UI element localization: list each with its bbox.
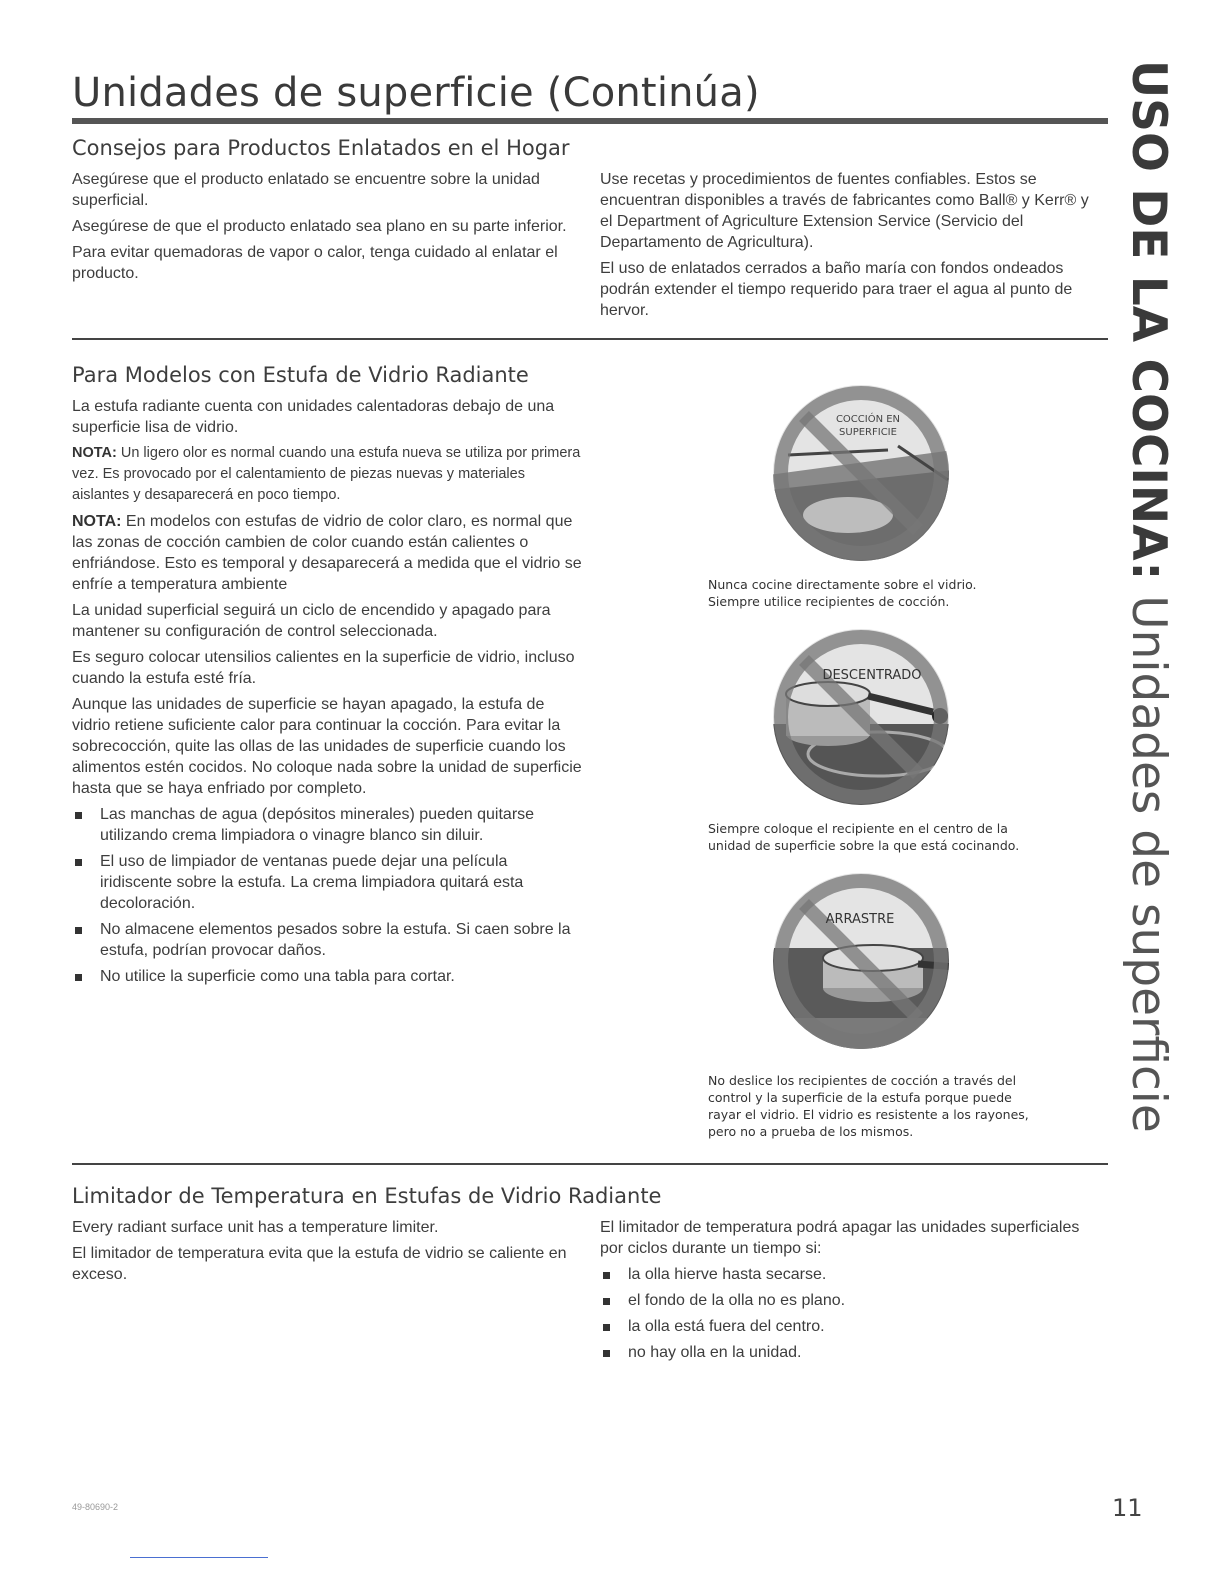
figure-label: SUPERFICIE — [839, 427, 897, 438]
list-item: El uso de limpiador de ventanas puede dejar una película iridiscente sobre la estufa. La crema limpiadora quitará esta decoloración. — [72, 851, 582, 914]
list-item: Las manchas de agua (depósitos minerales) pueden quitarse utilizando crema limpiadora o vinagre blanco sin diluir. — [72, 804, 582, 846]
figure-caption: No deslice los recipientes de cocción a través del control y la superficie de la estufa porque puede rayar el vidrio. El vidrio es resistente a los rayones, pero no a prueba de los mismos. — [708, 1073, 1029, 1139]
paragraph: El limitador de temperatura evita que la estufa de vidrio se caliente en exceso. — [72, 1245, 567, 1283]
limiter-left-column — [72, 1217, 572, 1290]
canning-right-column — [600, 169, 1100, 326]
limiter-bullet-list — [600, 1264, 1080, 1363]
figure-label: DESCENTRADO — [822, 668, 922, 683]
figure-label: COCCIÓN EN — [835, 414, 901, 425]
paragraph: El uso de enlatados cerrados a baño maría con fondos ondeados podrán extender el tiempo requerido para traer el agua al punto de hervor. — [600, 260, 1073, 319]
side-tab-bold: USO DE LA COCINA: — [1121, 60, 1176, 581]
paragraph: Es seguro colocar utensilios calientes en la superficie de vidrio, incluso cuando la estufa esté fría. — [72, 649, 575, 687]
figure-caption: Nunca cocine directamente sobre el vidrio. Siempre utilice recipientes de cocción. — [708, 577, 977, 609]
list-item: la olla está fuera del centro. — [600, 1316, 1080, 1337]
figure-off-center — [768, 624, 954, 810]
paragraph: La estufa radiante cuenta con unidades calentadoras debajo de una superficie lisa de vidrio. — [72, 398, 555, 436]
list-item: el fondo de la olla no es plano. — [600, 1290, 1080, 1311]
paragraph: Para evitar quemadoras de vapor o calor, tenga cuidado al enlatar el producto. — [72, 244, 558, 282]
note-label: NOTA: — [72, 513, 122, 530]
note-label: NOTA: — [72, 445, 117, 461]
paragraph: Asegúrese de que el producto enlatado sea plano en su parte inferior. — [72, 218, 567, 235]
radiant-bullet-list — [72, 804, 582, 987]
radiant-column — [72, 396, 582, 992]
figure-caption: Siempre coloque el recipiente en el centro de la unidad de superficie sobre la que está cocinando. — [708, 821, 1020, 853]
page-title: Unidades de superficie (Continúa) — [72, 70, 760, 116]
list-item: No utilice la superficie como una tabla para cortar. — [72, 966, 582, 987]
paragraph: El limitador de temperatura podrá apagar las unidades superficiales por ciclos durante un tiempo si: — [600, 1219, 1080, 1257]
canning-left-column — [72, 169, 572, 289]
paragraph: Every radiant surface unit has a temperature limiter. — [72, 1219, 439, 1236]
limiter-right-column — [600, 1217, 1080, 1368]
radiant-heading: Para Modelos con Estufa de Vidrio Radiante — [72, 363, 529, 387]
note-paragraph: NOTA: Un ligero olor es normal cuando una estufa nueva se utiliza por primera vez. Es provocado por el calentamiento de piezas nuevas y materiales aislantes y desaparecerá en poco tiempo. — [72, 445, 581, 503]
figure-dragging — [768, 868, 954, 1054]
list-item: No almacene elementos pesados sobre la estufa. Si caen sobre la estufa, podrían provocar daños. — [72, 919, 582, 961]
canning-heading: Consejos para Productos Enlatados en el Hogar — [72, 136, 570, 160]
list-item: la olla hierve hasta secarse. — [600, 1264, 1080, 1285]
section-divider — [72, 338, 1108, 340]
page-number: 11 — [1112, 1494, 1143, 1522]
side-tab-light: Unidades de superficie — [1121, 580, 1176, 1133]
note-paragraph: NOTA: En modelos con estufas de vidrio de color claro, es normal que las zonas de cocción cambien de color cuando están calientes o enfriándose. Esto es temporal y desaparecerá a medida que el vidrio se enfríe a temperatura ambiente — [72, 513, 582, 593]
document-code: 49-80690-2 — [72, 1502, 119, 1512]
list-item: no hay olla en la unidad. — [600, 1342, 1080, 1363]
section-divider — [72, 1163, 1108, 1165]
paragraph: Asegúrese que el producto enlatado se encuentre sobre la unidad superficial. — [72, 171, 540, 209]
paragraph: Aunque las unidades de superficie se hayan apagado, la estufa de vidrio retiene suficiente calor para continuar la cocción. Para evitar la sobrecocción, quite las ollas de las unidades de superficie cuando los alimentos estén cocidos. No coloque nada sobre la unidad de superficie hasta que se haya enfriado por completo. — [72, 696, 582, 797]
side-tab — [1118, 60, 1178, 1133]
figure-surface-cooking — [768, 380, 954, 566]
paragraph: Use recetas y procedimientos de fuentes confiables. Estos se encuentran disponibles a través de fabricantes como Ball® y Kerr® y el Department of Agriculture Extension Service (Servicio del Departamento de Agricultura). — [600, 171, 1089, 251]
decorative-line — [130, 1557, 268, 1558]
limiter-heading: Limitador de Temperatura en Estufas de Vidrio Radiante — [72, 1184, 662, 1208]
figure-label: ARRASTRE — [825, 912, 895, 927]
paragraph: La unidad superficial seguirá un ciclo de encendido y apagado para mantener su configuración de control seleccionada. — [72, 602, 551, 640]
title-divider — [72, 118, 1108, 124]
